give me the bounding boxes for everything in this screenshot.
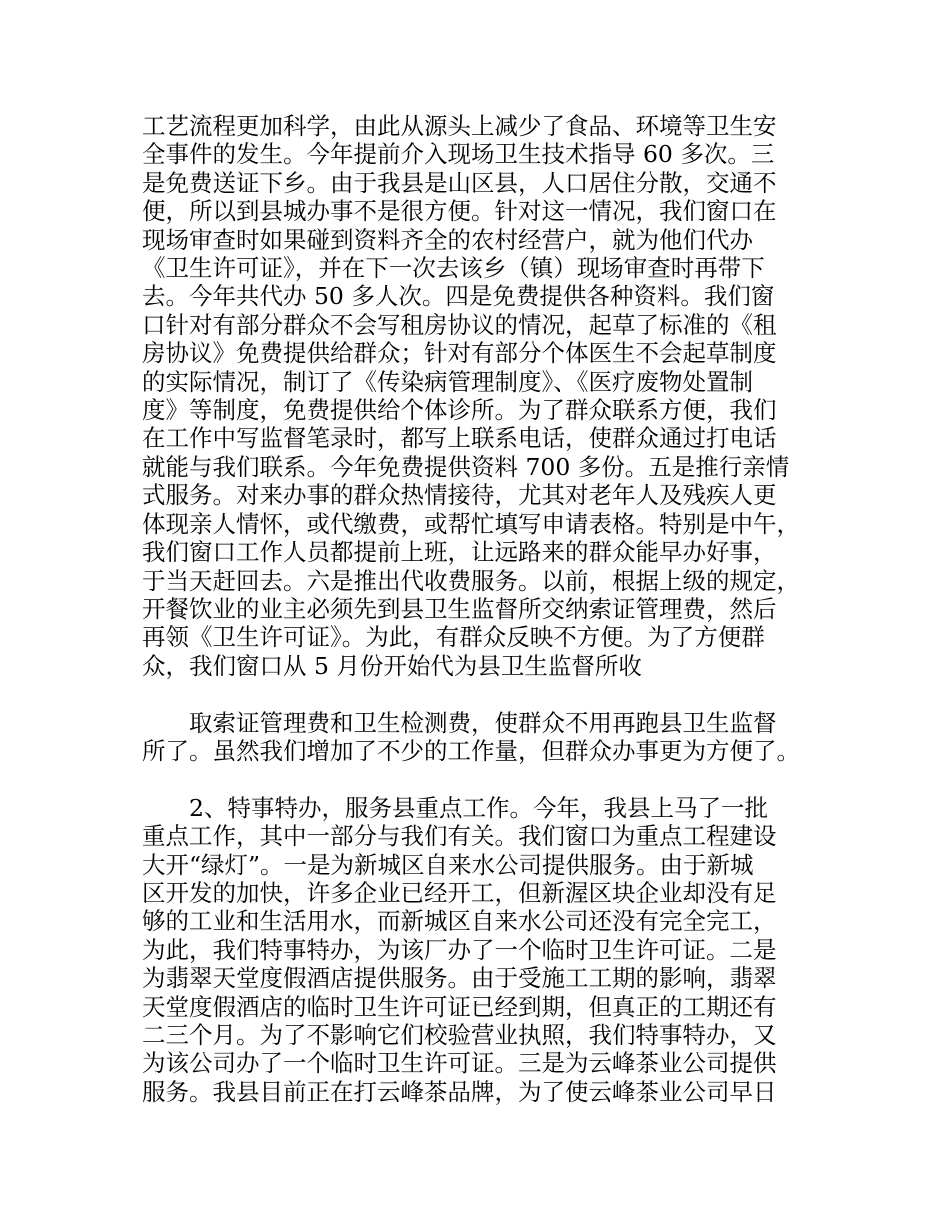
text-line: 于当天赶回去。六是推出代收费服务。以前，根据上级的规定， (142, 566, 800, 595)
paragraph-2 (142, 709, 832, 766)
text-line: 式服务。对来办事的群众热情接待，尤其对老年人及残疾人更 (142, 481, 777, 510)
text-line: 为此，我们特事特办，为该厂办了一个临时卫生许可证。二是 (142, 935, 777, 964)
text-line: 去。今年共代办 50 多人次。四是免费提供各种资料。我们窗 (142, 282, 775, 311)
text-line: 服务。我县目前正在打云峰茶品牌，为了使云峰茶业公司早日 (142, 1077, 777, 1106)
text-line: 就能与我们联系。今年免费提供资料 700 多份。五是推行亲情 (142, 452, 790, 481)
text-line: 体现亲人情怀，或代缴费，或帮忙填写申请表格。特别是中午， (142, 509, 800, 538)
text-line: 再领《卫生许可证》。为此，有群众反映不方便。为了方便群 (142, 623, 765, 652)
text-line: 够的工业和生活用水，而新城区自来水公司还没有完全完工， (142, 907, 777, 936)
text-line: 房协议》免费提供给群众；针对有部分个体医生不会起草制度 (142, 339, 777, 368)
text-line: 为该公司办了一个临时卫生许可证。三是为云峰茶业公司提供 (142, 1049, 777, 1078)
text-line: 所了。虽然我们增加了不少的工作量，但群众办事更为方便了。 (142, 736, 800, 765)
text-line: 开餐饮业的业主必须先到县卫生监督所交纳索证管理费，然后 (142, 594, 777, 623)
text-line: 口针对有部分群众不会写租房协议的情况，起草了标准的《租 (142, 310, 777, 339)
paragraph-3 (142, 794, 832, 1106)
text-line: 重点工作，其中一部分与我们有关。我们窗口为重点工程建设 (142, 822, 777, 851)
paragraph-gap (142, 765, 832, 793)
text-line: 为翡翠天堂度假酒店提供服务。由于受施工工期的影响，翡翠 (142, 964, 777, 993)
paragraph-1 (142, 112, 832, 680)
text-line: 便，所以到县城办事不是很方便。针对这一情况，我们窗口在 (142, 197, 777, 226)
text-line: 全事件的发生。今年提前介入现场卫生技术指导 60 多次。三 (142, 140, 775, 169)
text-line: 工艺流程更加科学，由此从源头上减少了食品、环境等卫生安 (142, 112, 777, 140)
text-line: 是免费送证下乡。由于我县是山区县，人口居住分散，交通不 (142, 168, 777, 197)
text-line: 天堂度假酒店的临时卫生许可证已经到期，但真正的工期还有 (142, 992, 777, 1021)
document-page (142, 112, 832, 1106)
text-line: 我们窗口工作人员都提前上班，让远路来的群众能早办好事， (142, 538, 777, 567)
text-line: 区开发的加快，许多企业已经开工，但新渥区块企业却没有足 (142, 878, 777, 907)
text-line: 《卫生许可证》，并在下一次去该乡（镇）现场审查时再带下 (142, 254, 765, 283)
text-line: 现场审查时如果碰到资料齐全的农村经营户，就为他们代办 (142, 225, 753, 254)
text-line: 2、特事特办，服务县重点工作。今年，我县上马了一批 (189, 793, 768, 822)
paragraph-gap (142, 680, 832, 708)
text-line: 在工作中写监督笔录时，都写上联系电话，使群众通过打电话 (142, 424, 777, 453)
text-line: 大开“绿灯”。一是为新城区自来水公司提供服务。由于新城 (142, 850, 754, 879)
text-line: 二三个月。为了不影响它们校验营业执照，我们特事特办，又 (142, 1020, 777, 1049)
text-line: 取索证管理费和卫生检测费，使群众不用再跑县卫生监督 (189, 708, 777, 737)
text-line: 的实际情况，制订了《传染病管理制度》、《医疗废物处置制 (142, 367, 753, 396)
text-line: 众，我们窗口从 5 月份开始代为县卫生监督所收 (142, 651, 642, 680)
text-line: 度》等制度，免费提供给个体诊所。为了群众联系方便，我们 (142, 396, 777, 425)
